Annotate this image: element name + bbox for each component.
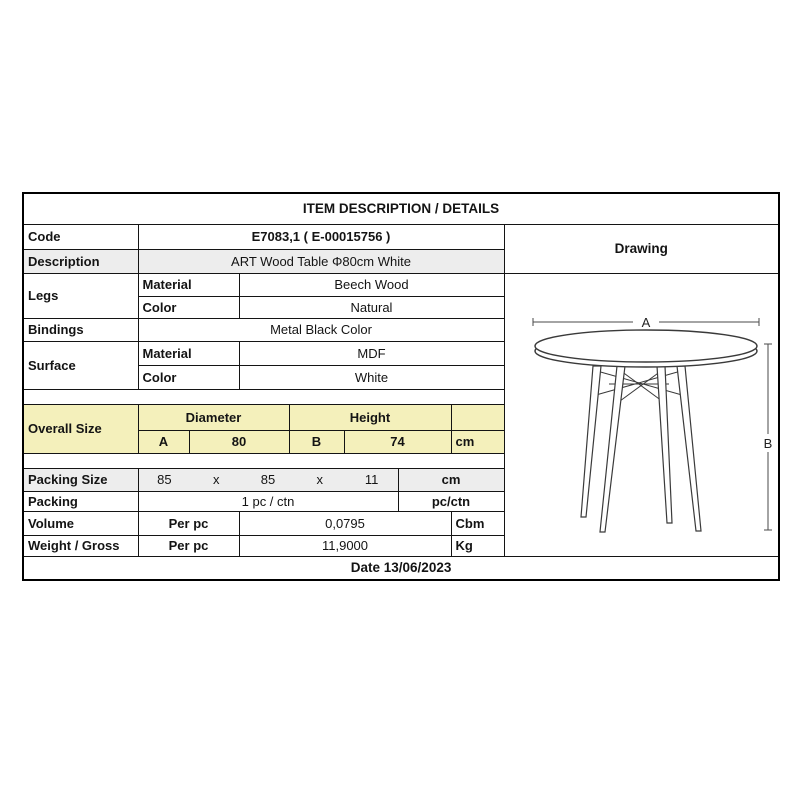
table-drawing <box>509 274 780 553</box>
weight-unit: Kg <box>451 535 504 556</box>
date-value: Date 13/06/2023 <box>23 556 779 580</box>
dim-a-value: 80 <box>189 430 289 453</box>
packing-size-x2: x <box>316 472 324 487</box>
dim-b-key: B <box>289 430 344 453</box>
diameter-header: Diameter <box>138 404 289 430</box>
height-header: Height <box>289 404 451 430</box>
dim-b-value: 74 <box>344 430 451 453</box>
surface-material-value: MDF <box>239 341 504 365</box>
overall-size-unit-spacer <box>451 404 504 430</box>
drawing-title: Drawing <box>504 224 779 273</box>
surface-color-value: White <box>239 365 504 389</box>
bindings-label: Bindings <box>23 318 138 341</box>
weight-per: Per pc <box>138 535 239 556</box>
packing-unit: pc/ctn <box>398 491 504 511</box>
surface-label: Surface <box>23 341 138 389</box>
item-details-table <box>22 192 780 581</box>
overall-size-label: Overall Size <box>23 404 138 453</box>
legs-color-label: Color <box>138 296 239 318</box>
packing-size-label: Packing Size <box>23 468 138 491</box>
dim-a-key: A <box>138 430 189 453</box>
code-value: E7083,1 ( E-00015756 ) <box>138 224 504 249</box>
surface-color-label: Color <box>138 365 239 389</box>
legs-color-value: Natural <box>239 296 504 318</box>
sheet-title: ITEM DESCRIPTION / DETAILS <box>23 193 779 224</box>
spacer-row <box>23 453 504 468</box>
weight-label: Weight / Gross <box>23 535 138 556</box>
overall-size-unit: cm <box>451 430 504 453</box>
dim-a-label: A <box>641 314 650 330</box>
legs-material-value: Beech Wood <box>239 273 504 296</box>
packing-size-unit: cm <box>398 468 504 491</box>
packing-size-d2: 85 <box>260 472 276 487</box>
packing-size-x1: x <box>212 472 220 487</box>
packing-size-values <box>138 468 398 491</box>
packing-size-d3: 11 <box>364 472 379 487</box>
packing-value: 1 pc / ctn <box>138 491 398 511</box>
spacer-row <box>23 389 504 404</box>
legs-material-label: Material <box>138 273 239 296</box>
volume-unit: Cbm <box>451 511 504 535</box>
volume-value: 0,0795 <box>239 511 451 535</box>
bindings-value: Metal Black Color <box>138 318 504 341</box>
dim-b-label: B <box>763 435 772 451</box>
weight-value: 11,9000 <box>239 535 451 556</box>
description-label: Description <box>23 249 138 273</box>
packing-label: Packing <box>23 491 138 511</box>
description-value: ART Wood Table Φ80cm White <box>138 249 504 273</box>
code-label: Code <box>23 224 138 249</box>
drawing-cell <box>504 273 779 556</box>
packing-size-d1: 85 <box>157 472 172 487</box>
surface-material-label: Material <box>138 341 239 365</box>
volume-per: Per pc <box>138 511 239 535</box>
legs-label: Legs <box>23 273 138 318</box>
volume-label: Volume <box>23 511 138 535</box>
